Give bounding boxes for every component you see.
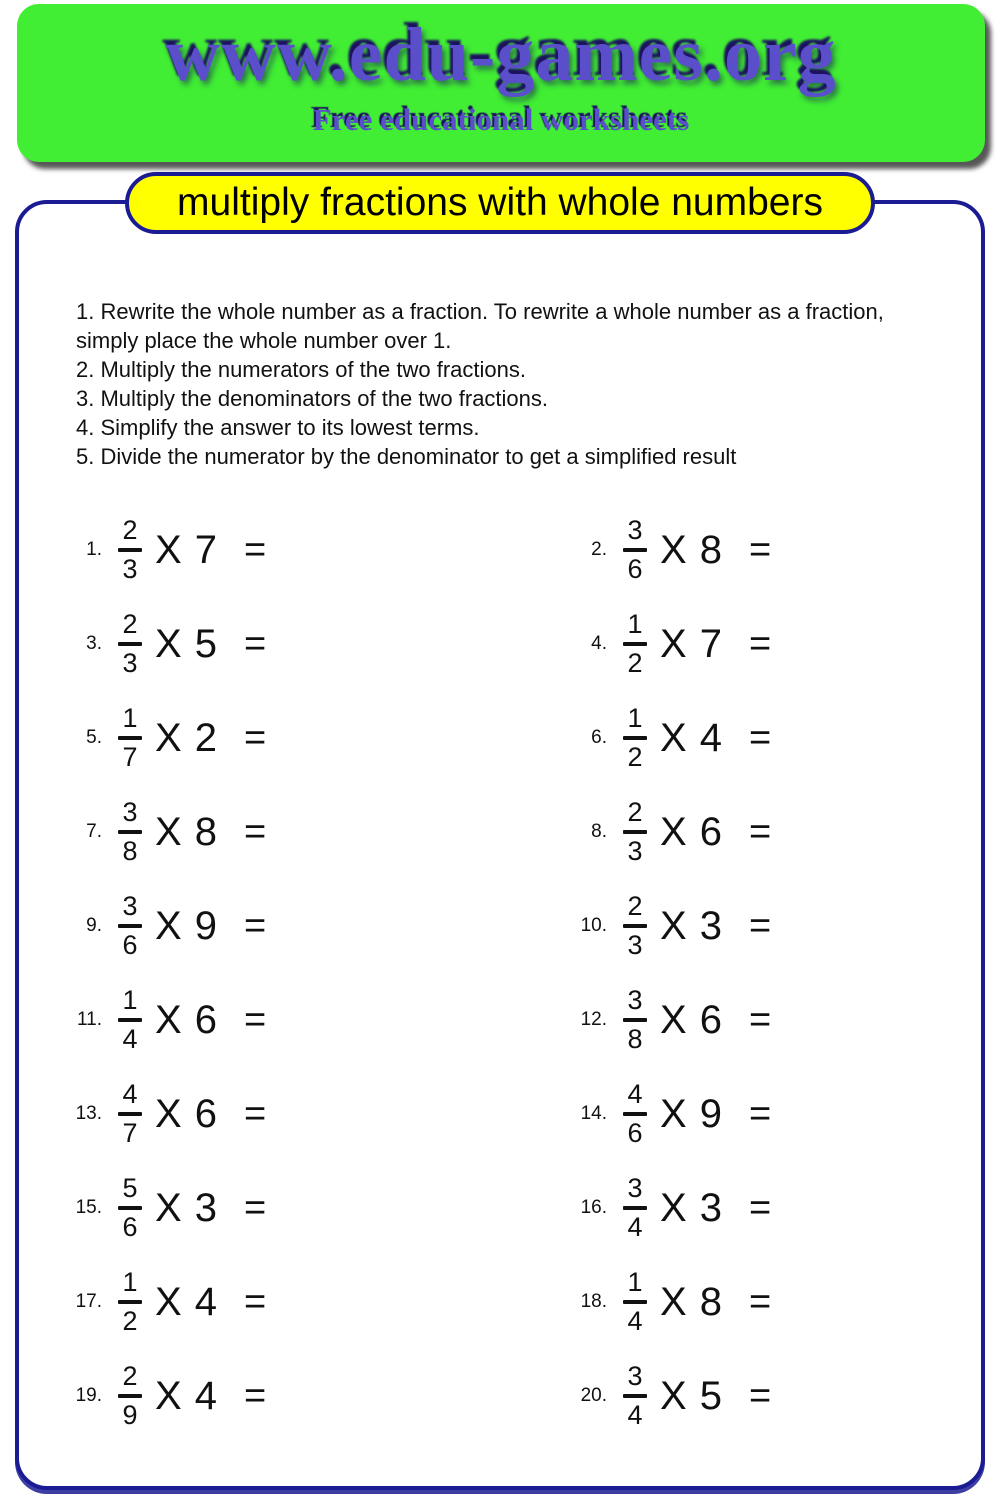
fraction-bar [623,1394,647,1398]
fraction [622,517,648,583]
worksheet-title: multiply fractions with whole numbers [177,181,823,224]
fraction-numerator: 1 [122,985,138,1015]
fraction-denominator: 3 [627,836,643,866]
fraction-numerator: 1 [627,1267,643,1297]
multiply-sign: X [660,1374,687,1418]
fraction-denominator: 6 [122,930,138,960]
site-url-title: www.edu-games.org [165,13,837,97]
site-banner [17,4,985,162]
problem-item [54,503,559,597]
multiply-sign: X [660,716,687,760]
multiply-sign: X [155,528,182,572]
fraction [622,705,648,771]
problem-item [559,1067,981,1161]
fraction [117,611,143,677]
fraction-denominator: 6 [627,1118,643,1148]
whole-number: 3 [699,904,722,948]
fraction-numerator: 3 [627,1361,643,1391]
fraction-bar [118,1018,142,1022]
worksheet-title-badge [125,172,875,234]
problem-number: 2. [591,539,607,560]
problem-number: 8. [591,821,607,842]
problem-number: 17. [75,1291,102,1312]
multiply-sign: X [155,998,182,1042]
equals-sign: = [748,811,772,853]
fraction-denominator: 3 [122,648,138,678]
problem-number: 20. [580,1385,607,1406]
equals-sign: = [748,1281,772,1323]
multiply-sign: X [155,904,182,948]
whole-number: 8 [699,528,722,572]
site-tagline: Free educational worksheets [312,101,690,137]
fraction-bar [623,1112,647,1116]
problem-number: 18. [580,1291,607,1312]
equals-sign: = [243,529,267,571]
instruction-line: 5. Divide the numerator by the denominator to get a simplified result [76,444,737,469]
equals-sign: = [243,1187,267,1229]
fraction-numerator: 5 [122,1173,138,1203]
problem-item [54,1255,559,1349]
problem-item [54,597,559,691]
whole-number: 3 [194,1186,217,1230]
problem-number: 7. [86,821,102,842]
fraction-bar [623,830,647,834]
problem-item [54,1161,559,1255]
multiply-sign: X [155,1280,182,1324]
instruction-line: 2. Multiply the numerators of the two fractions. [76,357,526,382]
whole-number: 4 [699,716,722,760]
problem-number: 16. [580,1197,607,1218]
fraction [622,1175,648,1241]
multiply-sign: X [660,810,687,854]
fraction-bar [623,1018,647,1022]
problem-number: 10. [580,915,607,936]
fraction-denominator: 8 [627,1024,643,1054]
fraction-numerator: 2 [122,1361,138,1391]
fraction-numerator: 1 [122,703,138,733]
problem-number: 6. [591,727,607,748]
equals-sign: = [243,1375,267,1417]
fraction [117,893,143,959]
fraction-numerator: 2 [122,515,138,545]
problem-item [54,973,559,1067]
fraction [622,987,648,1053]
fraction-denominator: 2 [627,742,643,772]
fraction-denominator: 3 [627,930,643,960]
multiply-sign: X [155,1186,182,1230]
fraction [117,517,143,583]
fraction [622,893,648,959]
instruction-line: simply place the whole number over 1. [76,328,452,353]
fraction [117,1081,143,1147]
multiply-sign: X [155,810,182,854]
equals-sign: = [748,1093,772,1135]
whole-number: 5 [194,622,217,666]
equals-sign: = [243,905,267,947]
multiply-sign: X [660,528,687,572]
fraction-bar [623,1300,647,1304]
equals-sign: = [243,811,267,853]
fraction [117,987,143,1053]
fraction-bar [118,924,142,928]
fraction [622,611,648,677]
problem-item [54,879,559,973]
whole-number: 8 [699,1280,722,1324]
fraction-bar [118,1394,142,1398]
fraction-bar [118,1206,142,1210]
whole-number: 6 [699,998,722,1042]
equals-sign: = [243,999,267,1041]
instructions-block [76,297,951,471]
fraction-denominator: 2 [627,648,643,678]
problem-item [54,1067,559,1161]
problem-number: 1. [86,539,102,560]
equals-sign: = [748,623,772,665]
whole-number: 3 [699,1186,722,1230]
fraction-denominator: 4 [122,1024,138,1054]
fraction-numerator: 1 [122,1267,138,1297]
fraction-denominator: 9 [122,1400,138,1430]
equals-sign: = [748,999,772,1041]
multiply-sign: X [660,1186,687,1230]
whole-number: 7 [194,528,217,572]
fraction-bar [623,642,647,646]
whole-number: 8 [194,810,217,854]
problem-number: 13. [75,1103,102,1124]
instruction-line: 1. Rewrite the whole number as a fraction. To rewrite a whole number as a fraction, [76,299,884,324]
fraction [117,705,143,771]
fraction-bar [623,736,647,740]
whole-number: 5 [699,1374,722,1418]
fraction-bar [118,548,142,552]
equals-sign: = [748,1375,772,1417]
multiply-sign: X [155,622,182,666]
multiply-sign: X [660,998,687,1042]
problem-item [54,1349,559,1443]
fraction [622,799,648,865]
multiply-sign: X [660,1092,687,1136]
fraction [117,1269,143,1335]
problem-item [559,691,981,785]
multiply-sign: X [660,904,687,948]
problem-number: 19. [75,1385,102,1406]
problem-item [54,785,559,879]
whole-number: 7 [699,622,722,666]
fraction-denominator: 4 [627,1306,643,1336]
fraction-numerator: 2 [122,609,138,639]
fraction-denominator: 3 [122,554,138,584]
fraction [622,1363,648,1429]
problem-number: 5. [86,727,102,748]
fraction-bar [623,1206,647,1210]
fraction-numerator: 3 [122,797,138,827]
problem-item [559,973,981,1067]
problem-number: 11. [76,1009,102,1030]
multiply-sign: X [660,622,687,666]
multiply-sign: X [155,1374,182,1418]
fraction [117,1363,143,1429]
whole-number: 4 [194,1280,217,1324]
problem-item [559,879,981,973]
equals-sign: = [748,717,772,759]
fraction [117,799,143,865]
fraction [117,1175,143,1241]
fraction-bar [118,642,142,646]
fraction-bar [118,1300,142,1304]
multiply-sign: X [660,1280,687,1324]
problem-number: 4. [591,633,607,654]
multiply-sign: X [155,716,182,760]
whole-number: 9 [699,1092,722,1136]
whole-number: 6 [194,998,217,1042]
fraction-numerator: 3 [627,1173,643,1203]
equals-sign: = [748,529,772,571]
problem-number: 15. [75,1197,102,1218]
problem-item [559,785,981,879]
whole-number: 6 [194,1092,217,1136]
instruction-line: 4. Simplify the answer to its lowest terms. [76,415,480,440]
whole-number: 2 [194,716,217,760]
problem-number: 14. [580,1103,607,1124]
fraction-numerator: 2 [627,891,643,921]
problem-item [559,503,981,597]
multiply-sign: X [155,1092,182,1136]
fraction-numerator: 3 [122,891,138,921]
problem-number: 12. [580,1009,607,1030]
whole-number: 4 [194,1374,217,1418]
fraction-denominator: 2 [122,1306,138,1336]
problem-number: 9. [86,915,102,936]
equals-sign: = [243,717,267,759]
equals-sign: = [243,1281,267,1323]
problem-item [559,1255,981,1349]
fraction-numerator: 1 [627,609,643,639]
fraction-bar [623,924,647,928]
fraction-denominator: 7 [122,1118,138,1148]
fraction-bar [623,548,647,552]
problem-item [54,691,559,785]
fraction-numerator: 3 [627,515,643,545]
fraction-denominator: 4 [627,1212,643,1242]
problem-number: 3. [86,633,102,654]
problem-item [559,1161,981,1255]
fraction-bar [118,736,142,740]
problem-item [559,597,981,691]
fraction-denominator: 8 [122,836,138,866]
equals-sign: = [243,623,267,665]
worksheet-body [15,200,985,1490]
fraction-denominator: 7 [122,742,138,772]
fraction-numerator: 1 [627,703,643,733]
fraction-bar [118,1112,142,1116]
problems-grid [19,503,981,1443]
equals-sign: = [748,905,772,947]
fraction-denominator: 6 [627,554,643,584]
fraction-numerator: 2 [627,797,643,827]
fraction-denominator: 6 [122,1212,138,1242]
equals-sign: = [243,1093,267,1135]
equals-sign: = [748,1187,772,1229]
whole-number: 9 [194,904,217,948]
fraction-bar [118,830,142,834]
whole-number: 6 [699,810,722,854]
fraction [622,1081,648,1147]
problem-item [559,1349,981,1443]
fraction-numerator: 4 [627,1079,643,1109]
fraction-numerator: 4 [122,1079,138,1109]
fraction-numerator: 3 [627,985,643,1015]
fraction-denominator: 4 [627,1400,643,1430]
fraction [622,1269,648,1335]
instruction-line: 3. Multiply the denominators of the two fractions. [76,386,549,411]
